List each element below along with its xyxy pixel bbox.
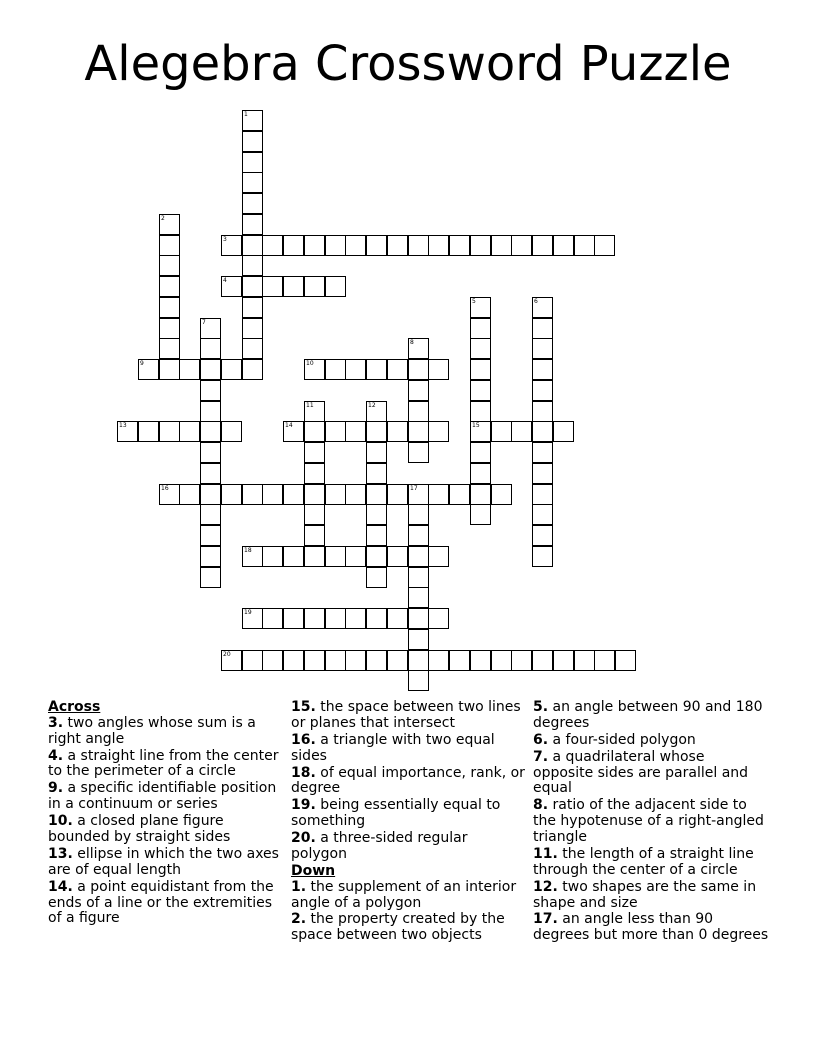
grid-cell[interactable] xyxy=(470,359,491,380)
grid-cell[interactable] xyxy=(470,401,491,422)
grid-cell[interactable] xyxy=(200,567,221,588)
grid-cell[interactable] xyxy=(532,525,553,546)
grid-cell[interactable] xyxy=(262,608,283,629)
grid-cell[interactable] xyxy=(366,235,387,256)
grid-cell[interactable] xyxy=(325,484,346,505)
grid-cell[interactable] xyxy=(532,484,553,505)
grid-cell[interactable] xyxy=(242,152,263,173)
grid-cell[interactable] xyxy=(387,546,408,567)
grid-cell[interactable] xyxy=(283,546,304,567)
grid-cell[interactable] xyxy=(408,359,429,380)
clue-number-label: 3 xyxy=(223,236,227,243)
grid-cell[interactable] xyxy=(470,318,491,339)
clue-number-label: 1 xyxy=(244,111,248,118)
grid-cell[interactable] xyxy=(553,421,574,442)
grid-cell[interactable] xyxy=(532,318,553,339)
clue-number-label: 13 xyxy=(119,422,127,429)
grid-cell[interactable] xyxy=(325,235,346,256)
grid-cell[interactable] xyxy=(200,338,221,359)
down-heading: Down xyxy=(291,862,336,879)
grid-cell[interactable] xyxy=(366,484,387,505)
grid-cell[interactable] xyxy=(200,421,221,442)
grid-cell[interactable] xyxy=(532,504,553,525)
grid-cell[interactable] xyxy=(345,421,366,442)
grid-cell[interactable] xyxy=(408,525,429,546)
grid-cell[interactable] xyxy=(200,401,221,422)
grid-cell[interactable] xyxy=(387,608,408,629)
grid-cell[interactable] xyxy=(408,235,429,256)
across-clue xyxy=(291,831,527,863)
clue-text: a specific identifiable position in a continuum or series xyxy=(48,780,277,813)
grid-cell[interactable] xyxy=(428,421,449,442)
grid-cell[interactable] xyxy=(283,650,304,671)
grid-cell[interactable] xyxy=(366,359,387,380)
grid-cell[interactable] xyxy=(179,484,200,505)
grid-cell[interactable] xyxy=(159,338,180,359)
grid-cell[interactable] xyxy=(159,235,180,256)
across-clue xyxy=(48,847,284,879)
grid-cell[interactable] xyxy=(532,442,553,463)
grid-cell[interactable] xyxy=(325,650,346,671)
grid-cell[interactable] xyxy=(304,525,325,546)
grid-cell[interactable] xyxy=(242,297,263,318)
down-clue xyxy=(533,880,769,912)
grid-cell[interactable] xyxy=(262,650,283,671)
grid-cell[interactable] xyxy=(532,463,553,484)
across-clue xyxy=(48,716,284,748)
grid-cell[interactable] xyxy=(242,193,263,214)
down-clue xyxy=(533,798,769,845)
grid-cell[interactable] xyxy=(428,484,449,505)
grid-cell[interactable] xyxy=(408,587,429,608)
grid-cell[interactable] xyxy=(304,650,325,671)
grid-cell[interactable] xyxy=(325,421,346,442)
grid-cell[interactable] xyxy=(408,421,429,442)
clue-number: 20. xyxy=(291,830,316,847)
clue-number: 6. xyxy=(533,731,549,748)
clue-text: the supplement of an interior angle of a polygon xyxy=(291,878,517,911)
clue-text: being essentially equal to something xyxy=(291,797,501,830)
grid-cell[interactable] xyxy=(532,338,553,359)
grid-cell[interactable] xyxy=(262,484,283,505)
grid-cell[interactable] xyxy=(325,359,346,380)
clue-number-label: 15 xyxy=(472,422,480,429)
grid-cell[interactable] xyxy=(408,650,429,671)
grid-cell[interactable] xyxy=(345,484,366,505)
clue-number-label: 4 xyxy=(223,277,227,284)
grid-cell[interactable] xyxy=(179,421,200,442)
grid-cell[interactable] xyxy=(159,255,180,276)
grid-cell[interactable] xyxy=(366,442,387,463)
grid-cell[interactable] xyxy=(366,504,387,525)
grid-cell[interactable] xyxy=(408,629,429,650)
grid-cell[interactable] xyxy=(470,442,491,463)
grid-cell[interactable] xyxy=(511,650,532,671)
grid-cell[interactable] xyxy=(304,276,325,297)
clue-number-label: 18 xyxy=(244,547,252,554)
across-clue xyxy=(48,749,284,781)
grid-cell[interactable] xyxy=(345,608,366,629)
grid-cell[interactable] xyxy=(159,318,180,339)
clue-text: a straight line from the center to the perimeter of a circle xyxy=(48,747,279,780)
clue-number: 16. xyxy=(291,731,316,748)
across-clue xyxy=(48,781,284,813)
grid-cell[interactable] xyxy=(262,276,283,297)
grid-cell[interactable] xyxy=(574,235,595,256)
grid-cell[interactable] xyxy=(553,650,574,671)
grid-cell[interactable] xyxy=(345,546,366,567)
grid-cell[interactable] xyxy=(408,670,429,691)
grid-cell[interactable] xyxy=(242,131,263,152)
grid-cell[interactable] xyxy=(387,235,408,256)
clue-number: 13. xyxy=(48,845,73,862)
grid-cell[interactable] xyxy=(345,235,366,256)
clue-number-label: 7 xyxy=(202,319,206,326)
grid-cell[interactable] xyxy=(304,442,325,463)
grid-cell[interactable] xyxy=(159,276,180,297)
clue-number-label: 20 xyxy=(223,651,231,658)
down-clue xyxy=(533,733,769,749)
grid-cell[interactable] xyxy=(449,650,470,671)
grid-cell[interactable] xyxy=(387,421,408,442)
down-clue xyxy=(533,847,769,879)
grid-cell[interactable] xyxy=(615,650,636,671)
grid-cell[interactable] xyxy=(242,484,263,505)
grid-cell[interactable] xyxy=(262,235,283,256)
clue-number-label: 17 xyxy=(410,485,418,492)
down-clue xyxy=(533,912,769,944)
grid-cell[interactable] xyxy=(159,421,180,442)
grid-cell[interactable] xyxy=(449,235,470,256)
grid-cell[interactable] xyxy=(159,359,180,380)
grid-cell[interactable] xyxy=(408,401,429,422)
clue-number: 12. xyxy=(533,878,558,895)
grid-cell[interactable] xyxy=(200,442,221,463)
grid-cell[interactable] xyxy=(242,235,263,256)
grid-cell[interactable] xyxy=(553,235,574,256)
clue-number-label: 14 xyxy=(285,422,293,429)
grid-cell[interactable] xyxy=(200,484,221,505)
clue-number-label: 19 xyxy=(244,609,252,616)
grid-cell[interactable] xyxy=(221,421,242,442)
grid-cell[interactable] xyxy=(179,359,200,380)
across-clue xyxy=(291,733,527,765)
grid-cell[interactable] xyxy=(304,235,325,256)
grid-cell[interactable] xyxy=(511,235,532,256)
grid-cell[interactable] xyxy=(594,650,615,671)
across-clue xyxy=(291,700,527,732)
clue-number-label: 11 xyxy=(306,402,314,409)
clue-text: two shapes are the same in shape and size xyxy=(533,878,757,911)
clue-number-label: 8 xyxy=(410,339,414,346)
down-clue xyxy=(533,700,769,732)
grid-cell[interactable] xyxy=(532,235,553,256)
clue-number: 1. xyxy=(291,878,307,895)
clue-text: a triangle with two equal sides xyxy=(291,731,495,764)
down-clue xyxy=(291,912,527,944)
grid-cell[interactable] xyxy=(242,359,263,380)
grid-cell[interactable] xyxy=(200,546,221,567)
grid-cell[interactable] xyxy=(242,318,263,339)
down-clue xyxy=(291,880,527,912)
across-clue xyxy=(291,798,527,830)
grid-cell[interactable] xyxy=(283,276,304,297)
grid-cell[interactable] xyxy=(262,546,283,567)
clue-text: a quadrilateral whose opposite sides are parallel and equal xyxy=(533,748,749,797)
grid-cell[interactable] xyxy=(408,442,429,463)
grid-cell[interactable] xyxy=(366,525,387,546)
grid-cell[interactable] xyxy=(159,297,180,318)
clue-number-label: 16 xyxy=(161,485,169,492)
grid-cell[interactable] xyxy=(470,235,491,256)
grid-cell[interactable] xyxy=(200,504,221,525)
grid-cell[interactable] xyxy=(345,359,366,380)
clue-number-label: 10 xyxy=(306,360,314,367)
grid-cell[interactable] xyxy=(200,359,221,380)
clue-number: 19. xyxy=(291,797,316,814)
grid-cell[interactable] xyxy=(428,546,449,567)
grid-cell[interactable] xyxy=(283,608,304,629)
grid-cell[interactable] xyxy=(242,214,263,235)
clue-number: 10. xyxy=(48,813,73,830)
grid-cell[interactable] xyxy=(428,235,449,256)
grid-cell[interactable] xyxy=(470,338,491,359)
grid-cell[interactable] xyxy=(532,650,553,671)
clue-column-3 xyxy=(533,700,769,945)
grid-cell[interactable] xyxy=(366,421,387,442)
across-clue xyxy=(291,766,527,798)
clue-text: of equal importance, rank, or degree xyxy=(291,764,525,797)
clue-number: 5. xyxy=(533,699,549,715)
grid-cell[interactable] xyxy=(532,401,553,422)
grid-cell[interactable] xyxy=(221,359,242,380)
clue-text: ratio of the adjacent side to the hypotenuse of a right-angled triangle xyxy=(533,797,764,845)
clue-text: a three-sided regular polygon xyxy=(291,830,468,862)
clue-number-label: 5 xyxy=(472,298,476,305)
clue-number: 17. xyxy=(533,911,558,928)
grid-cell[interactable] xyxy=(200,525,221,546)
grid-cell[interactable] xyxy=(283,235,304,256)
grid-cell[interactable] xyxy=(387,359,408,380)
clue-text: ellipse in which the two axes are of equal length xyxy=(48,845,279,878)
grid-cell[interactable] xyxy=(408,546,429,567)
grid-cell[interactable] xyxy=(283,484,304,505)
grid-cell[interactable] xyxy=(387,650,408,671)
grid-cell[interactable] xyxy=(366,567,387,588)
clue-number: 8. xyxy=(533,797,549,814)
grid-cell[interactable] xyxy=(304,608,325,629)
grid-cell[interactable] xyxy=(325,276,346,297)
clue-column-1 xyxy=(48,700,284,928)
grid-cell[interactable] xyxy=(325,608,346,629)
clue-number: 9. xyxy=(48,780,64,797)
grid-cell[interactable] xyxy=(428,608,449,629)
grid-cell[interactable] xyxy=(574,650,595,671)
grid-cell[interactable] xyxy=(221,484,242,505)
grid-cell[interactable] xyxy=(491,484,512,505)
clue-number: 15. xyxy=(291,699,316,715)
grid-cell[interactable] xyxy=(345,650,366,671)
grid-cell[interactable] xyxy=(242,172,263,193)
grid-cell[interactable] xyxy=(138,421,159,442)
grid-cell[interactable] xyxy=(470,484,491,505)
across-heading: Across xyxy=(48,699,101,715)
grid-cell[interactable] xyxy=(242,338,263,359)
grid-cell[interactable] xyxy=(428,359,449,380)
grid-cell[interactable] xyxy=(532,421,553,442)
grid-cell[interactable] xyxy=(200,463,221,484)
grid-cell[interactable] xyxy=(470,504,491,525)
grid-cell[interactable] xyxy=(449,484,470,505)
across-clue xyxy=(48,880,284,927)
grid-cell[interactable] xyxy=(491,421,512,442)
down-clue xyxy=(533,750,769,797)
grid-cell[interactable] xyxy=(366,608,387,629)
clue-number: 11. xyxy=(533,845,558,862)
grid-cell[interactable] xyxy=(304,504,325,525)
grid-cell[interactable] xyxy=(242,276,263,297)
puzzle-title: Alegebra Crossword Puzzle xyxy=(84,36,732,92)
grid-cell[interactable] xyxy=(511,421,532,442)
clue-number-label: 12 xyxy=(368,402,376,409)
clue-text: the space between two lines or planes that intersect xyxy=(291,699,521,731)
clue-text: a point equidistant from the ends of a line or the extremities of a figure xyxy=(48,878,274,927)
clue-number-label: 2 xyxy=(161,215,165,222)
grid-cell[interactable] xyxy=(200,380,221,401)
across-clue xyxy=(48,814,284,846)
clue-text: an angle between 90 and 180 degrees xyxy=(533,699,763,731)
grid-cell[interactable] xyxy=(366,650,387,671)
clue-text: two angles whose sum is a right angle xyxy=(48,714,256,747)
clue-number: 18. xyxy=(291,764,316,781)
clue-number: 2. xyxy=(291,911,307,928)
clue-text: a closed plane figure bounded by straight sides xyxy=(48,813,231,845)
clue-number: 3. xyxy=(48,714,64,731)
clue-number: 7. xyxy=(533,748,549,765)
grid-cell[interactable] xyxy=(304,421,325,442)
grid-cell[interactable] xyxy=(491,650,512,671)
grid-cell[interactable] xyxy=(242,255,263,276)
clue-text: the length of a straight line through the center of a circle xyxy=(533,845,754,878)
grid-cell[interactable] xyxy=(304,484,325,505)
clue-number-label: 9 xyxy=(140,360,144,367)
grid-cell[interactable] xyxy=(408,567,429,588)
grid-cell[interactable] xyxy=(408,608,429,629)
clue-number: 14. xyxy=(48,878,73,895)
clue-text: a four-sided polygon xyxy=(552,731,696,748)
clue-text: the property created by the space between two objects xyxy=(291,911,505,944)
grid-cell[interactable] xyxy=(242,650,263,671)
clue-text: an angle less than 90 degrees but more than 0 degrees xyxy=(533,911,769,944)
grid-cell[interactable] xyxy=(325,546,346,567)
grid-cell[interactable] xyxy=(470,380,491,401)
grid-cell[interactable] xyxy=(532,546,553,567)
grid-cell[interactable] xyxy=(387,484,408,505)
grid-cell[interactable] xyxy=(470,650,491,671)
grid-cell[interactable] xyxy=(408,380,429,401)
clue-number-label: 6 xyxy=(534,298,538,305)
grid-cell[interactable] xyxy=(366,463,387,484)
grid-cell[interactable] xyxy=(532,359,553,380)
grid-cell[interactable] xyxy=(304,463,325,484)
clue-column-2 xyxy=(291,700,527,945)
grid-cell[interactable] xyxy=(470,463,491,484)
grid-cell[interactable] xyxy=(366,546,387,567)
grid-cell[interactable] xyxy=(428,650,449,671)
grid-cell[interactable] xyxy=(408,504,429,525)
clue-number: 4. xyxy=(48,747,64,764)
grid-cell[interactable] xyxy=(532,380,553,401)
grid-cell[interactable] xyxy=(304,546,325,567)
grid-cell[interactable] xyxy=(594,235,615,256)
grid-cell[interactable] xyxy=(491,235,512,256)
